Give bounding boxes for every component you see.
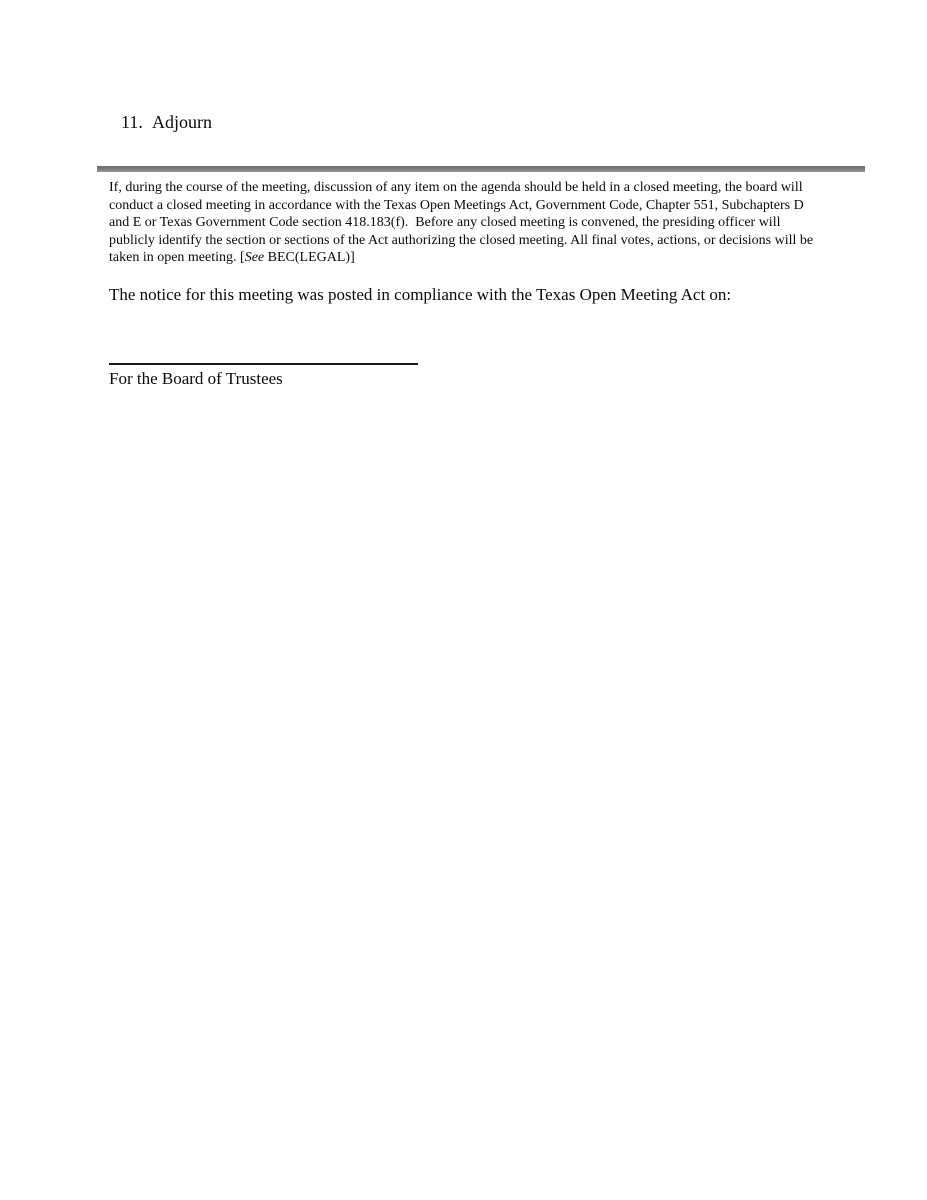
agenda-item-number: 11. — [121, 112, 143, 132]
citation-bracket-open: [ — [240, 250, 245, 265]
legal-paragraph-text: If, during the course of the meeting, discussion of any item on the agenda should be held in a closed meeting, the board will conduct a closed meeting in accordance with the Texas Open Meetings Act, Government Code, Chapter 551, Subchapters D and E or Texas Government Code section 418.183(f). Before any closed meeting is convened, the presiding officer will publicly identify the section or sections of the Act authorizing the closed meeting. All final votes, actions, or decisions will be taken in open meeting. — [109, 180, 817, 265]
closed-meeting-legal-paragraph — [109, 179, 821, 267]
citation-see: See — [244, 250, 265, 265]
agenda-item-adjourn — [121, 112, 212, 133]
agenda-item-label: Adjourn — [152, 112, 212, 132]
citation-reference: BEC(LEGAL)] — [264, 250, 355, 265]
signature-label: For the Board of Trustees — [109, 369, 283, 388]
section-divider — [97, 166, 865, 172]
posting-compliance-statement: The notice for this meeting was posted in compliance with the Texas Open Meeting Act on: — [109, 285, 732, 304]
signature-line — [109, 363, 418, 365]
